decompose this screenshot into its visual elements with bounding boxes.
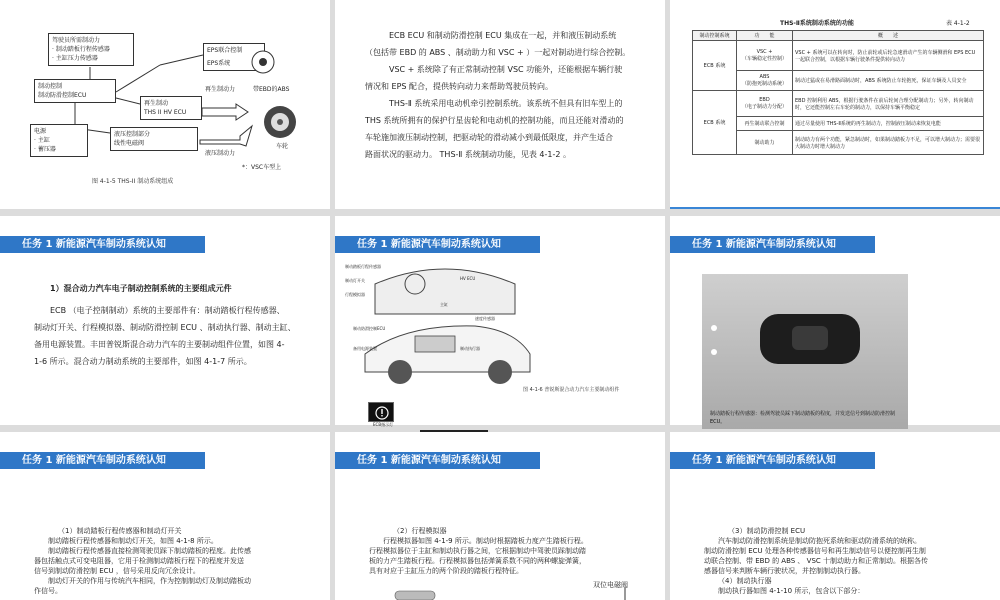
table-cell-desc: EBD 控制利用 ABS，根据行驶条件在前后轮间合理分配制动力；另外，转向制动时，它还能控制左右车轮的制动力，以保持车辆平衡稳定 [793,91,984,117]
text-line: 信号到制动防滑控制 ECU ，信号采用反向冗余设计。 [34,567,200,575]
slide-2-thumbnail[interactable] [335,0,665,209]
component-label: 主缸 [440,302,448,307]
slide-header: 任务 1 新能源汽车制动系统认知 [335,452,540,469]
slide-header: 任务 1 新能源汽车制动系统认知 [670,236,875,253]
function-table [692,30,984,155]
text-line: ECB （电子控制制动）系统的主要部件有：制动踏板行程传感器、 [50,306,285,315]
brake-pedal-sensor-photo [702,274,908,429]
text-line: ECB ECU 和制动防滑控制 ECU 集成在一起，并和液压制动系统 [389,31,617,40]
slide-4-thumbnail[interactable] [0,216,330,425]
table-cell-desc: 制动过猛或在易滑路面制动时，ABS 系统防止车轮抱死，保证车辆及人员安全 [793,71,984,91]
table-cell-function: 再生制动联合控制 [737,117,793,131]
text-line: 汽车制动防滑控制系统是制动防抱死系统和驱动防滑系统的统称。 [718,537,921,545]
regen-line: 再生制动 [144,100,169,107]
table-cell-function: VSC + （车辆稳定性控制） [737,41,793,71]
text-line: 路面状况的驱动力。 THS-Ⅱ 系统制动功能，见表 4-1-2 。 [365,150,572,159]
table-header-cell: 制动控制系统 [693,31,737,41]
text-line: （2）行程模拟器 [393,527,447,535]
text-line: （1）制动踏板行程传感器和制动灯开关 [58,527,182,535]
text-line: 作信号。 [34,587,62,595]
table-row [693,41,984,71]
driver-demand-line: · 主缸压力传感器 [52,55,98,62]
hydraulic-box [110,127,198,151]
text-line: THS 系统所拥有的保护行星齿轮和电动机的控制功能，而且还能对滑动的 [365,116,624,125]
section-heading: 1）混合动力汽车电子制动控制系统的主要组成元件 [50,284,232,293]
brake-warning-icon [369,403,395,423]
component-label: 制动踏板行程传感器 [345,264,381,269]
table-title: THS-Ⅱ系统制动系统的功能 [780,20,854,27]
valve-label: 双位电磁阀 [593,581,628,589]
text-line: VSC + 系统除了有正常制动控制 VSC 功能外，还能根据车辆行驶 [389,65,623,74]
slide-3-thumbnail[interactable] [670,0,1000,209]
component-label: ECB指示灯 [373,422,394,427]
prius-components-illustration [355,254,535,394]
body-paragraph [34,302,324,370]
regen-force-label: 再生制动力 [205,86,236,93]
table-row [693,131,984,155]
table-row [693,71,984,91]
text-line: 制动踏板行程传感器直接检测驾驶员踩下制动踏板的程度。此传感 [48,547,251,555]
table-cell-function: EBD （电子制动力分配） [737,91,793,117]
text-line: 动联合控制、带 EBD 的 ABS 、 VSC 十制动助力和正常制动。根据各传 [704,557,928,565]
table-cell-function: 制动助力 [737,131,793,155]
text-line: 1-6 所示。混合动力制动系统的主要部件，如图 4-1-7 所示。 [34,357,252,366]
component-label: 制动执行器 [460,346,480,351]
table-cell-desc: 制动助力有两个功能，紧急制动时，如果制动踏板力不足，可以增大制动力；需要很大制动力时增大制动力 [793,131,984,155]
table-cell-system: ECB 系统 [693,41,737,91]
component-label: 制动灯开关 [345,278,365,283]
body-paragraph [369,526,659,576]
brake-ecu-line: 制动控制 [38,83,63,90]
slide-header: 任务 1 新能源汽车制动系统认知 [0,452,205,469]
component-label: 备用电源装置 [353,346,377,351]
slide-5-thumbnail[interactable] [335,216,665,425]
text-line: 制动灯开关、行程模拟器、制动防滑控制 ECU 、制动执行器、制动主缸、 [34,323,296,332]
text-line: 器包括触点式可变电阻器，它用于检测制动踏板行程下的程度并发送 [34,557,244,565]
body-paragraph [34,526,324,596]
table-cell-system: ECB 系统 [693,91,737,155]
regen-box [140,96,202,120]
slide-6-thumbnail[interactable] [670,216,1000,425]
body-paragraph [365,27,655,163]
text-line: 情况和 EPS 配合，提供转向动力来帮助驾驶员转向。 [365,82,554,91]
regen-line: THS II HV ECU [144,109,187,116]
component-label: HV ECU [460,276,476,281]
eps-line: EPS系统 [207,60,231,67]
text-line: 制动防滑控制 ECU 处理各种传感器信号和再生制动信号以便控制再生制 [704,547,926,555]
slide-header: 任务 1 新能源汽车制动系统认知 [335,236,540,253]
text-line: 制动执行器如图 4-1-10 所示，包含以下部分： [718,587,865,595]
text-line: 板的力产生踏板行程。行程模拟器包括弹簧系数不同的两种螺旋弹簧， [369,557,586,565]
component-label: 行程模拟器 [345,292,365,297]
driver-demand-line: 驾驶员所需制动力 [52,37,101,44]
wheel-label: 车轮 [276,143,289,150]
slide-8-thumbnail[interactable] [335,432,665,600]
figure-caption: 图 4-1-5 THS-II 制动系统组成 [92,178,174,185]
table-row [693,117,984,131]
text-line: 行程模拟器位于主缸和制动执行器之间，它根据制动中驾驶员踩制动踏 [369,547,586,555]
table-number: 表 4-1-2 [946,20,970,27]
figure-caption: 图 4-1-6 普锐斯混合动力汽车主要制动组件 [523,387,620,393]
slide-header: 任务 1 新能源汽车制动系统认知 [670,452,875,469]
text-line: 备用电源装置。丰田普锐斯混合动力汽车的主要制动组件位置，如图 4- [34,340,285,349]
component-label: 速度传感器 [475,316,495,321]
slide-header: 任务 1 新能源汽车制动系统认知 [0,236,205,253]
text-line: 制动踏板行程传感器和制动灯开关，如图 4-1-8 所示。 [48,537,218,545]
slide-9-thumbnail[interactable] [670,432,1000,600]
hydraulic-line: 线性电磁阀 [114,140,145,147]
photo-caption-text: 制动踏板行程传感器：检测驾驶员踩下制动踏板的程度，并发送信号到制动防滑控制ECU。 [710,411,896,425]
power-line: 电源 [34,128,47,135]
power-box [30,124,88,157]
sensor-illustration [702,274,908,384]
text-line: （包括带 EBD 的 ABS 、制动助力和 VSC + ）一起对制动进行综合控制。 [365,48,631,57]
table-cell-desc: 通过尽量使用 THS-Ⅱ系统的再生制动力，控制液压制动来恢复电能 [793,117,984,131]
body-paragraph [704,526,994,596]
table-cell-desc: VSC + 系统可以在转向时，防止前轮或后轮急速滑动产生的车辆侧滑和 EPS ECU 一起联合控制，以根据车辆行驶条件提供转向动力 [793,41,984,71]
text-line: 行程模拟器如图 4-1-9 所示。制动时根据踏板力度产生踏板行程。 [383,537,588,545]
driver-demand-line: · 制动踏板行程传感器 [52,46,110,53]
table-header-row [693,31,984,41]
brake-ecu-line: 制动防滑控制ECU [38,92,87,99]
ebd-abs-label: 带EBD的ABS [253,86,290,93]
stroke-simulator-illustration [395,587,665,600]
hydraulic-line: 液压控制部分 [114,131,151,138]
text-line: 制动灯开关的作用与传统汽车相同，作为控制制动灯及制动踏板动 [48,577,251,585]
text-line: 车轮施加液压制动控制，把驱动轮的滑动减小到最低限度，并产生适合 [365,133,613,142]
power-line: · 主缸 [34,137,50,144]
text-line: 感器信号来判断车辆行驶状况，并控制制动执行器。 [704,567,865,575]
text-line: （4）制动执行器 [718,577,772,585]
power-line: · 蓄压器 [34,146,56,153]
component-label: 制动防滑控制ECU [353,326,386,331]
text-line: THS-Ⅱ 系统采用电动机牵引控制系统。该系统不但具有旧车型上的 [389,99,623,108]
warning-lamp-1 [368,402,394,422]
table-header-cell: 概 述 [793,31,984,41]
text-line: （3）制动防滑控制 ECU [728,527,806,535]
table-row [693,91,984,117]
slide-1-thumbnail[interactable] [0,0,330,209]
table-header-cell: 功 能 [737,31,793,41]
scrollbar-indicator [670,207,1000,209]
text-line: 具有对应于主缸压力的两个阶段的踏板行程特征。 [369,567,523,575]
eps-line: EPS联合控制 [207,47,243,54]
hydraulic-force-label: 液压制动力 [205,150,236,157]
slide-7-thumbnail[interactable] [0,432,330,600]
table-cell-function: ABS （防抱死制动系统） [737,71,793,91]
vsc-note: *：VSC车型上 [242,164,282,171]
